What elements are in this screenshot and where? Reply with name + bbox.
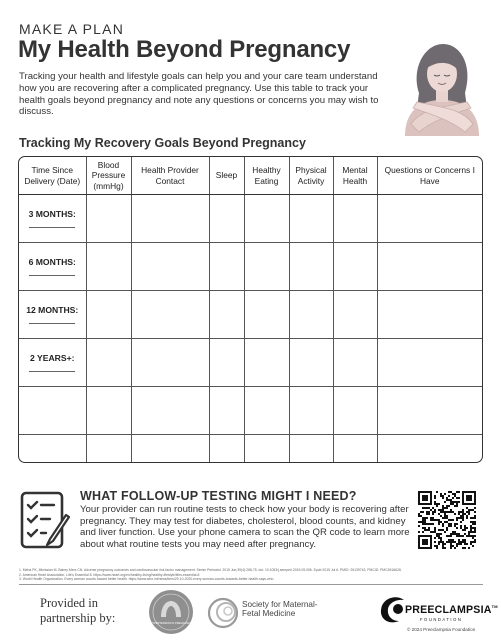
column-header: Mental Health	[333, 157, 377, 195]
table-cell[interactable]	[377, 435, 482, 464]
table-cell[interactable]	[131, 435, 209, 464]
column-header: Physical Activity	[289, 157, 333, 195]
table-row	[19, 339, 482, 387]
row-label-cell	[19, 243, 86, 291]
table-cell[interactable]	[19, 387, 86, 435]
table-row	[19, 291, 482, 339]
smfm-name: Society for Maternal-Fetal Medicine	[242, 600, 318, 619]
tracker-title: Tracking My Recovery Goals Beyond Pregnancy	[19, 136, 306, 150]
table-cell[interactable]	[333, 291, 377, 339]
table-cell[interactable]	[86, 243, 131, 291]
table-cell[interactable]	[289, 243, 333, 291]
table-cell[interactable]	[131, 339, 209, 387]
page-title: My Health Beyond Pregnancy	[18, 36, 351, 63]
table-cell[interactable]	[377, 387, 482, 435]
date-blank-line	[29, 323, 75, 324]
row-label-cell	[19, 195, 86, 243]
table-cell[interactable]	[19, 435, 86, 464]
table-row	[19, 195, 482, 243]
table-cell[interactable]	[377, 339, 482, 387]
table-cell[interactable]	[333, 243, 377, 291]
table-cell[interactable]	[209, 291, 244, 339]
footer-divider	[19, 584, 483, 585]
table-cell[interactable]	[209, 435, 244, 464]
table-cell[interactable]	[244, 291, 289, 339]
table-cell[interactable]	[333, 195, 377, 243]
table-cell[interactable]	[86, 339, 131, 387]
table-cell[interactable]	[377, 291, 482, 339]
intro-text: Tracking your health and lifestyle goals can help you and your care team understand how you are recovering after a complicated pregnancy. Use this table to track your health goals beyond pregnancy and note any questions or concerns you may wish to discuss.	[19, 71, 379, 118]
table-cell[interactable]	[333, 387, 377, 435]
hip-logo-text: HYPERTENSION IN PREGNANCY	[150, 622, 192, 625]
table-cell[interactable]	[244, 435, 289, 464]
table-cell[interactable]	[209, 195, 244, 243]
table-cell[interactable]	[131, 243, 209, 291]
column-header: Health Provider Contact	[131, 157, 209, 195]
table-cell[interactable]	[209, 339, 244, 387]
table-cell[interactable]	[333, 435, 377, 464]
trademark-mark: TM	[491, 604, 498, 609]
column-header: Questions or Concerns I Have	[377, 157, 482, 195]
preeclampsia-logo-icon	[378, 594, 408, 624]
table-cell[interactable]	[377, 243, 482, 291]
table-row	[19, 435, 482, 464]
table-cell[interactable]	[333, 339, 377, 387]
table-cell[interactable]	[289, 339, 333, 387]
table-cell[interactable]	[289, 435, 333, 464]
column-header: Time Since Delivery (Date)	[19, 157, 86, 195]
date-blank-line	[29, 275, 75, 276]
qr-code-icon[interactable]	[418, 491, 476, 549]
table-cell[interactable]	[289, 195, 333, 243]
table-cell[interactable]	[209, 387, 244, 435]
partnership-text: Provided in partnership by:	[40, 596, 116, 625]
reference-item: 1. Meha PK, Minissian M, Bairey Merz CN. Adverse pregnancy outcomes and cardiovascular risk factor management. Semin Perinatol. 2015 Jun;39(4):268-75. doi: 10.1053/j.semperi.2015.05.006. Epub 2015 Jul 6. PMID: 26139742; PMCID: PMC4516626.	[19, 568, 402, 572]
table-cell[interactable]	[131, 195, 209, 243]
table-cell[interactable]	[86, 435, 131, 464]
row-label-cell	[19, 291, 86, 339]
table-cell[interactable]	[244, 387, 289, 435]
followup-title: WHAT FOLLOW-UP TESTING MIGHT I NEED?	[80, 489, 357, 503]
table-cell[interactable]	[131, 387, 209, 435]
checklist-icon	[20, 491, 70, 549]
row-label: 2 YEARS+:	[29, 353, 75, 363]
woman-hugging-illustration	[397, 38, 487, 136]
table-cell[interactable]	[289, 291, 333, 339]
table-cell[interactable]	[86, 387, 131, 435]
table-cell[interactable]	[86, 195, 131, 243]
eyebrow-label: MAKE A PLAN	[19, 21, 125, 37]
smfm-logo-icon	[207, 597, 239, 629]
table-cell[interactable]	[377, 195, 482, 243]
table-row	[19, 243, 482, 291]
row-label: 3 MONTHS:	[28, 209, 76, 219]
table-row	[19, 387, 482, 435]
table-cell[interactable]	[289, 387, 333, 435]
preeclampsia-name	[405, 604, 498, 616]
references	[19, 568, 489, 582]
reference-item: 2. American Heart Association. Life's Essential 8. https://www.heart.org/en/healthy-living/healthy-lifestyle/lifes-essential-8	[19, 572, 200, 577]
table-cell[interactable]	[244, 195, 289, 243]
preeclampsia-foundation-label: FOUNDATION	[420, 617, 463, 622]
column-header: Sleep	[209, 157, 244, 195]
date-blank-line	[29, 371, 75, 372]
column-header: Blood Pressure (mmHg)	[86, 157, 131, 195]
date-blank-line	[29, 227, 75, 228]
preeclampsia-wordmark: PREECLAMPSIA	[405, 604, 492, 616]
row-label: 12 MONTHS:	[26, 305, 79, 315]
row-label: 6 MONTHS:	[28, 257, 76, 267]
table-cell[interactable]	[131, 291, 209, 339]
table-cell[interactable]	[209, 243, 244, 291]
row-label-cell	[19, 339, 86, 387]
recovery-tracker-table	[18, 156, 483, 463]
copyright-text: © 2024 Preeclampsia Foundation	[407, 627, 476, 632]
table-cell[interactable]	[244, 339, 289, 387]
column-header: Healthy Eating	[244, 157, 289, 195]
table-header-row	[19, 157, 482, 195]
followup-text: Your provider can run routine tests to check how your body is recovering after pregnancy. They may test for diabetes, cholesterol, blood counts, and kidney and liver function. Use your phone camera to scan the QR code to learn more about what routine tests you may need after pregnancy.	[80, 504, 410, 551]
reference-item: 3. World Health Organization. Every woman counts toward better health. https://www.who.int/news/item/29-10-2020-every-woman-counts-towards-better-health-says-who	[19, 577, 274, 582]
hip-logo-icon	[148, 589, 194, 635]
table-cell[interactable]	[244, 243, 289, 291]
table-cell[interactable]	[86, 291, 131, 339]
